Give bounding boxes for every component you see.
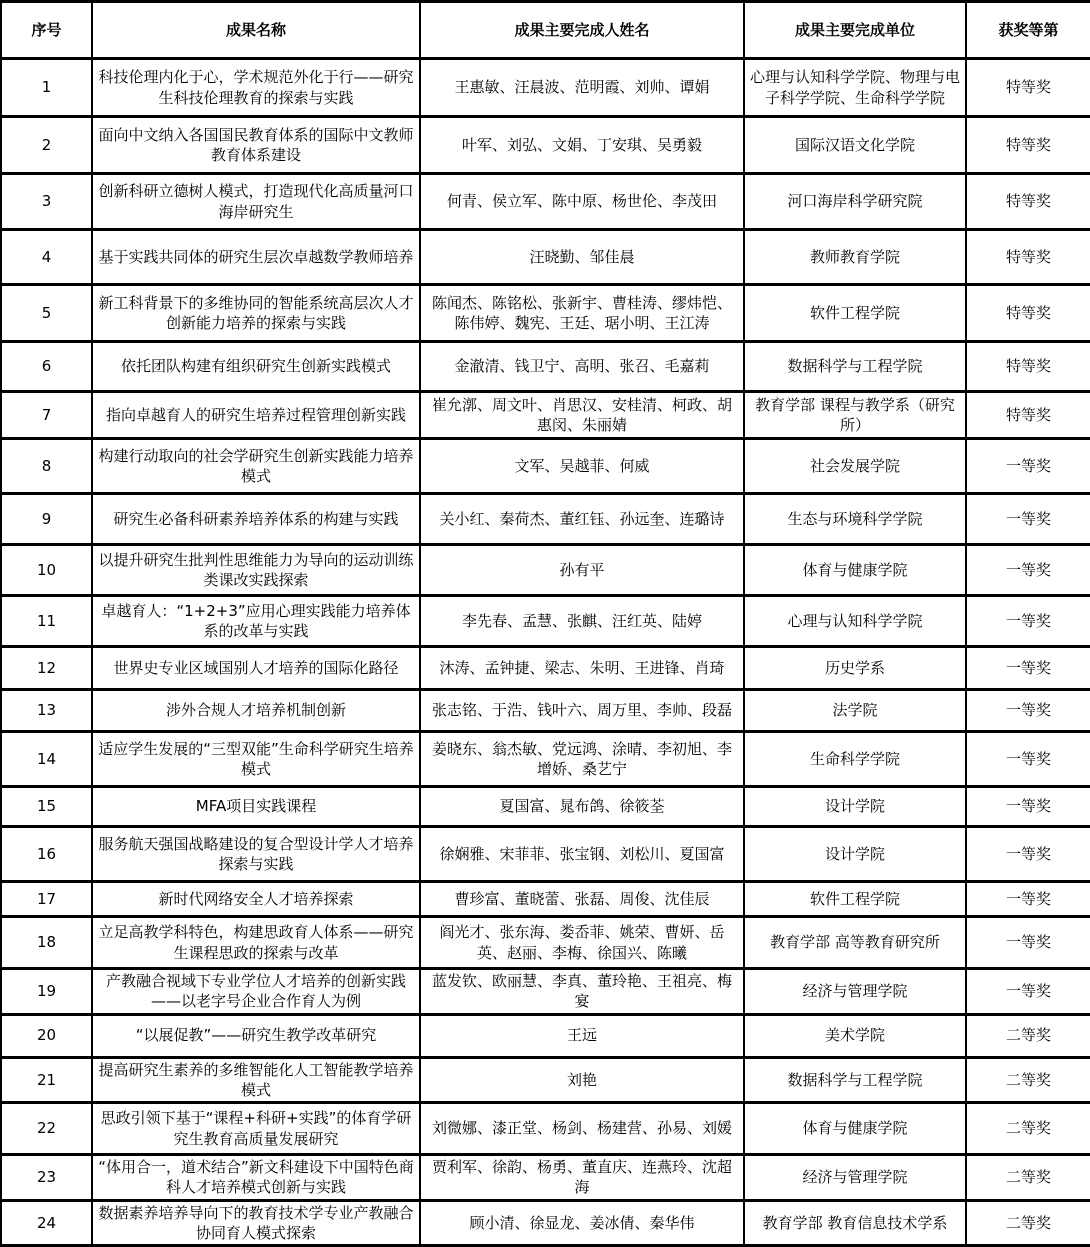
table-row (1, 827, 1090, 882)
table-row (1, 690, 1090, 732)
cell-contributors: 李先春、孟慧、张麒、汪红英、陆婷 (420, 596, 744, 647)
cell-units: 软件工程学院 (744, 285, 966, 342)
cell-award-level: 特等奖 (966, 117, 1090, 174)
cell-serial-number: 1 (1, 59, 92, 117)
table-row (1, 882, 1090, 917)
cell-units: 教育学部 课程与教学系（研究所） (744, 392, 966, 439)
cell-serial-number: 5 (1, 285, 92, 342)
cell-award-level: 一等奖 (966, 732, 1090, 787)
cell-serial-number: 22 (1, 1103, 92, 1155)
cell-award-level: 一等奖 (966, 827, 1090, 882)
cell-serial-number: 15 (1, 787, 92, 827)
cell-achievement-name: MFA项目实践课程 (92, 787, 420, 827)
cell-contributors: 曹珍富、董晓蕾、张磊、周俊、沈佳辰 (420, 882, 744, 917)
cell-award-level: 一等奖 (966, 690, 1090, 732)
cell-achievement-name: 涉外合规人才培养机制创新 (92, 690, 420, 732)
cell-contributors: 刘艳 (420, 1057, 744, 1103)
cell-achievement-name: 适应学生发展的“三型双能”生命科学研究生培养模式 (92, 732, 420, 787)
cell-serial-number: 6 (1, 342, 92, 392)
cell-units: 历史学系 (744, 647, 966, 690)
cell-units: 体育与健康学院 (744, 1103, 966, 1155)
table-row (1, 1200, 1090, 1246)
cell-units: 设计学院 (744, 787, 966, 827)
cell-achievement-name: 新工科背景下的多维协同的智能系统高层次人才创新能力培养的探索与实践 (92, 285, 420, 342)
cell-contributors: 汪晓勤、邹佳晨 (420, 230, 744, 285)
cell-serial-number: 18 (1, 917, 92, 969)
table-row (1, 1014, 1090, 1057)
cell-award-level: 一等奖 (966, 545, 1090, 596)
column-header-award-level: 获奖等第 (966, 2, 1090, 59)
cell-units: 数据科学与工程学院 (744, 342, 966, 392)
cell-units: 经济与管理学院 (744, 1155, 966, 1201)
cell-contributors: 贾利军、徐韵、杨勇、董直庆、连燕玲、沈超海 (420, 1155, 744, 1201)
cell-award-level: 特等奖 (966, 342, 1090, 392)
cell-serial-number: 4 (1, 230, 92, 285)
cell-contributors: 何青、侯立军、陈中原、杨世伦、李茂田 (420, 174, 744, 230)
column-header-achievement-name: 成果名称 (92, 2, 420, 59)
cell-serial-number: 17 (1, 882, 92, 917)
column-header-units: 成果主要完成单位 (744, 2, 966, 59)
cell-award-level: 二等奖 (966, 1014, 1090, 1057)
cell-achievement-name: 卓越育人：“1+2+3”应用心理实践能力培养体系的改革与实践 (92, 596, 420, 647)
cell-award-level: 特等奖 (966, 59, 1090, 117)
column-header-serial-number: 序号 (1, 2, 92, 59)
cell-serial-number: 19 (1, 969, 92, 1015)
cell-contributors: 文军、吴越菲、何威 (420, 439, 744, 494)
cell-award-level: 二等奖 (966, 1057, 1090, 1103)
cell-achievement-name: 新时代网络安全人才培养探索 (92, 882, 420, 917)
cell-units: 心理与认知科学学院 (744, 596, 966, 647)
cell-award-level: 一等奖 (966, 882, 1090, 917)
cell-units: 心理与认知科学学院、物理与电子科学学院、生命科学学院 (744, 59, 966, 117)
table-row (1, 392, 1090, 439)
cell-achievement-name: 创新科研立德树人模式，打造现代化高质量河口海岸研究生 (92, 174, 420, 230)
table-row (1, 117, 1090, 174)
cell-units: 生态与环境科学学院 (744, 494, 966, 545)
table-row (1, 596, 1090, 647)
cell-serial-number: 7 (1, 392, 92, 439)
cell-serial-number: 10 (1, 545, 92, 596)
header-row (1, 2, 1090, 59)
cell-achievement-name: 数据素养培养导向下的教育技术学专业产教融合协同育人模式探索 (92, 1200, 420, 1246)
cell-contributors: 陈闻杰、陈铭松、张新宇、曹桂涛、缪炜恺、陈伟婷、魏宪、王廷、琚小明、王江涛 (420, 285, 744, 342)
cell-achievement-name: 研究生必备科研素养培养体系的构建与实践 (92, 494, 420, 545)
table-row (1, 787, 1090, 827)
cell-contributors: 刘微娜、漆正堂、杨剑、杨建营、孙易、刘媛 (420, 1103, 744, 1155)
cell-contributors: 王远 (420, 1014, 744, 1057)
cell-achievement-name: 思政引领下基于“课程+科研+实践”的体育学研究生教育高质量发展研究 (92, 1103, 420, 1155)
cell-units: 社会发展学院 (744, 439, 966, 494)
table-row (1, 230, 1090, 285)
table-row (1, 732, 1090, 787)
cell-serial-number: 8 (1, 439, 92, 494)
cell-achievement-name: 依托团队构建有组织研究生创新实践模式 (92, 342, 420, 392)
cell-units: 教育学部 教育信息技术学系 (744, 1200, 966, 1246)
cell-achievement-name: 提高研究生素养的多维智能化人工智能教学培养模式 (92, 1057, 420, 1103)
cell-serial-number: 14 (1, 732, 92, 787)
table-row (1, 342, 1090, 392)
cell-contributors: 关小红、秦荷杰、董红钰、孙远奎、连璐诗 (420, 494, 744, 545)
cell-contributors: 阎光才、张东海、娄岙菲、姚荣、曹妍、岳英、赵丽、李梅、徐国兴、陈曦 (420, 917, 744, 969)
cell-units: 体育与健康学院 (744, 545, 966, 596)
table-row (1, 1103, 1090, 1155)
cell-award-level: 二等奖 (966, 1103, 1090, 1155)
table-body (1, 59, 1090, 1246)
cell-contributors: 徐娴雅、宋菲菲、张宝钢、刘松川、夏国富 (420, 827, 744, 882)
table-row (1, 285, 1090, 342)
cell-units: 教师教育学院 (744, 230, 966, 285)
cell-achievement-name: 构建行动取向的社会学研究生创新实践能力培养模式 (92, 439, 420, 494)
cell-units: 经济与管理学院 (744, 969, 966, 1015)
cell-units: 法学院 (744, 690, 966, 732)
cell-achievement-name: 基于实践共同体的研究生层次卓越数学教师培养 (92, 230, 420, 285)
cell-award-level: 一等奖 (966, 647, 1090, 690)
cell-contributors: 张志铭、于浩、钱叶六、周万里、李帅、段磊 (420, 690, 744, 732)
table-row (1, 494, 1090, 545)
cell-units: 美术学院 (744, 1014, 966, 1057)
cell-contributors: 姜晓东、翁杰敏、党远鸿、涂晴、李初旭、李增娇、桑艺宁 (420, 732, 744, 787)
cell-serial-number: 12 (1, 647, 92, 690)
cell-achievement-name: 面向中文纳入各国国民教育体系的国际中文教师教育体系建设 (92, 117, 420, 174)
cell-serial-number: 20 (1, 1014, 92, 1057)
cell-contributors: 王惠敏、汪晨波、范明霞、刘帅、谭娟 (420, 59, 744, 117)
cell-units: 教育学部 高等教育研究所 (744, 917, 966, 969)
cell-units: 国际汉语文化学院 (744, 117, 966, 174)
cell-serial-number: 3 (1, 174, 92, 230)
table-row (1, 647, 1090, 690)
cell-achievement-name: “以展促教”——研究生教学改革研究 (92, 1014, 420, 1057)
cell-units: 生命科学学院 (744, 732, 966, 787)
cell-award-level: 一等奖 (966, 969, 1090, 1015)
table-row (1, 59, 1090, 117)
cell-units: 河口海岸科学研究院 (744, 174, 966, 230)
cell-award-level: 二等奖 (966, 1155, 1090, 1201)
cell-contributors: 夏国富、晁布鸽、徐筱荃 (420, 787, 744, 827)
cell-contributors: 孙有平 (420, 545, 744, 596)
cell-award-level: 一等奖 (966, 917, 1090, 969)
cell-contributors: 金澈清、钱卫宁、高明、张召、毛嘉莉 (420, 342, 744, 392)
cell-award-level: 特等奖 (966, 174, 1090, 230)
cell-contributors: 顾小清、徐显龙、姜冰倩、秦华伟 (420, 1200, 744, 1246)
column-header-contributors: 成果主要完成人姓名 (420, 2, 744, 59)
cell-achievement-name: 以提升研究生批判性思维能力为导向的运动训练类课改实践探索 (92, 545, 420, 596)
table-row (1, 917, 1090, 969)
table-row (1, 1155, 1090, 1201)
cell-units: 数据科学与工程学院 (744, 1057, 966, 1103)
cell-achievement-name: 指向卓越育人的研究生培养过程管理创新实践 (92, 392, 420, 439)
cell-serial-number: 21 (1, 1057, 92, 1103)
cell-award-level: 一等奖 (966, 494, 1090, 545)
cell-award-level: 一等奖 (966, 596, 1090, 647)
cell-award-level: 一等奖 (966, 439, 1090, 494)
cell-contributors: 沐涛、孟钟捷、梁志、朱明、王进锋、肖琦 (420, 647, 744, 690)
cell-award-level: 二等奖 (966, 1200, 1090, 1246)
table-row (1, 969, 1090, 1015)
cell-achievement-name: 世界史专业区域国别人才培养的国际化路径 (92, 647, 420, 690)
cell-achievement-name: 立足高教学科特色，构建思政育人体系——研究生课程思政的探索与改革 (92, 917, 420, 969)
cell-contributors: 崔允漷、周文叶、肖思汉、安桂清、柯政、胡惠闵、朱丽婧 (420, 392, 744, 439)
table-row (1, 174, 1090, 230)
cell-award-level: 特等奖 (966, 230, 1090, 285)
table-row (1, 439, 1090, 494)
cell-contributors: 叶军、刘弘、文娟、丁安琪、吴勇毅 (420, 117, 744, 174)
cell-award-level: 特等奖 (966, 392, 1090, 439)
cell-achievement-name: 科技伦理内化于心，学术规范外化于行——研究生科技伦理教育的探索与实践 (92, 59, 420, 117)
cell-serial-number: 24 (1, 1200, 92, 1246)
cell-achievement-name: 产教融合视域下专业学位人才培养的创新实践——以老字号企业合作育人为例 (92, 969, 420, 1015)
cell-units: 软件工程学院 (744, 882, 966, 917)
cell-serial-number: 2 (1, 117, 92, 174)
cell-serial-number: 9 (1, 494, 92, 545)
cell-serial-number: 11 (1, 596, 92, 647)
cell-serial-number: 13 (1, 690, 92, 732)
cell-contributors: 蓝发钦、欧丽慧、李真、董玲艳、王祖亮、梅宴 (420, 969, 744, 1015)
cell-achievement-name: “体用合一，道术结合”新文科建设下中国特色商科人才培养模式创新与实践 (92, 1155, 420, 1201)
table-row (1, 1057, 1090, 1103)
cell-serial-number: 16 (1, 827, 92, 882)
cell-achievement-name: 服务航天强国战略建设的复合型设计学人才培养探索与实践 (92, 827, 420, 882)
table-row (1, 545, 1090, 596)
cell-award-level: 一等奖 (966, 787, 1090, 827)
cell-units: 设计学院 (744, 827, 966, 882)
cell-award-level: 特等奖 (966, 285, 1090, 342)
cell-serial-number: 23 (1, 1155, 92, 1201)
